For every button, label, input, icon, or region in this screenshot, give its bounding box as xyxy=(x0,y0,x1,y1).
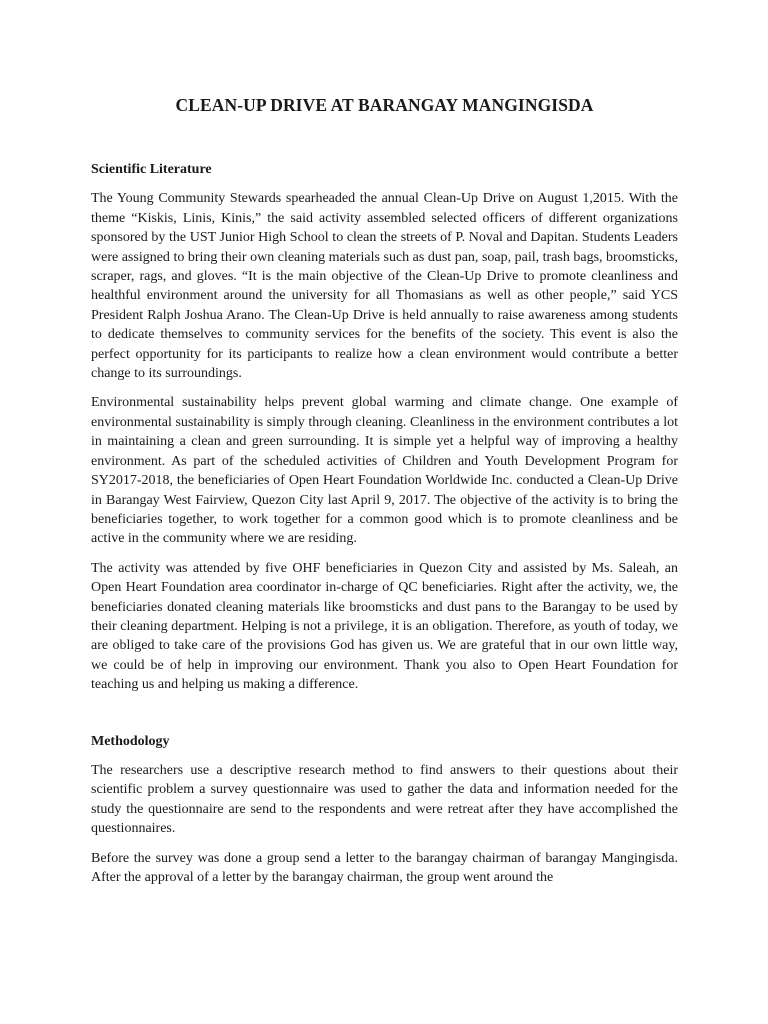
section-methodology xyxy=(91,732,678,888)
paragraph: Environmental sustainability helps prevent global warming and climate change. One example of environmental sustainability is simply through cleaning. Cleanliness in the environment contributes a lot in maintaining a clean and green surrounding. It is simple yet a helpful way of improving a healthy environment. As part of the scheduled activities of Children and Youth Development Program for SY2017-2018, the beneficiaries of Open Heart Foundation Worldwide Inc. conducted a Clean-Up Drive in Barangay West Fairview, Quezon City last April 9, 2017. The objective of the activity is to bring the beneficiaries together, to work together for a common good which is to promote cleanliness and be active in the community where we are residing. xyxy=(91,395,678,547)
section-spacer xyxy=(91,705,678,732)
section-scientific-literature xyxy=(91,160,678,695)
paragraph: Before the survey was done a group send a letter to the barangay chairman of barangay Mangingisda. After the approval of a letter by the barangay chairman, the group went around the xyxy=(91,850,678,885)
paragraph: The activity was attended by five OHF beneficiaries in Quezon City and assisted by Ms. Saleah, an Open Heart Foundation area coordinator in-charge of QC beneficiaries. Right after the activity, we, the beneficiaries donated cleaning materials like broomsticks and dust pans to the Barangay to be used by their cleaning department. Helping is not a privilege, it is an obligation. Therefore, as youth of today, we are obliged to take care of the provisions God has given us. We are grateful that in our own little way, we could be of help in improving our environment. Thank you also to Open Heart Foundation for teaching us and helping us making a difference. xyxy=(91,560,678,693)
document-title: CLEAN-UP DRIVE AT BARANGAY MANGINGISDA xyxy=(175,95,594,115)
paragraph: The researchers use a descriptive research method to find answers to their questions about their scientific problem a survey questionnaire was used to gather the data and information needed for the study the questionnaire are send to the respondents and were retreat after they have accomplished the questionnaires. xyxy=(91,762,678,837)
section-heading: Methodology xyxy=(91,733,170,749)
section-heading: Scientific Literature xyxy=(91,162,212,177)
paragraph: The Young Community Stewards spearheaded the annual Clean-Up Drive on August 1,2015. With the theme “Kiskis, Linis, Kinis,” the said activity assembled selected officers of different organizations sponsored by the UST Junior High School to clean the streets of P. Noval and Dapitan. Students Leaders were assigned to bring their own cleaning materials such as dust pan, soap, pail, trash bags, broomsticks, scraper, rags, and gloves. “It is the main objective of the Clean-Up Drive to promote cleanliness and healthful environment around the university for all Thomasians as well as other people,” said YCS President Ralph Joshua Arano. The Clean-Up Drive is held annually to raise awareness among students to dedicate themselves to community services for the benefits of the society. This event is also the perfect opportunity for its participants to realize how a clean environment would contribute a better change to its surroundings. xyxy=(91,191,678,382)
